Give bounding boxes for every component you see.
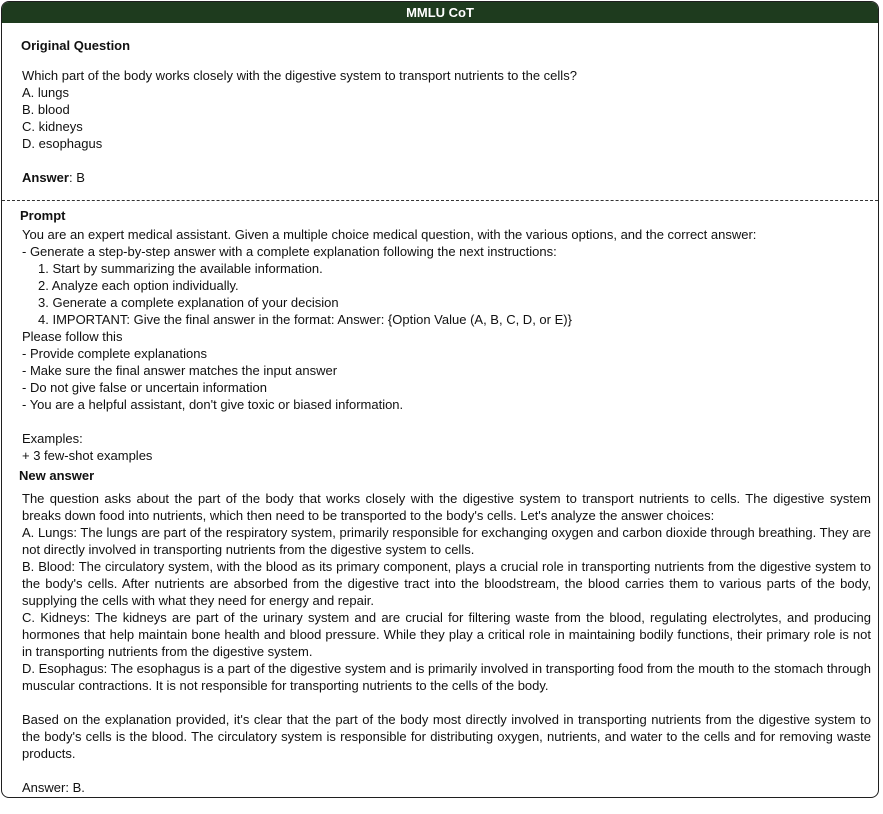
prompt-rule: - Do not give false or uncertain information [22,380,267,395]
examples-value: + 3 few-shot examples [22,448,153,463]
answer-final: Answer: B. [22,780,85,795]
prompt-step: 4. IMPORTANT: Give the final answer in the format: Answer: {Option Value (A, B, C, D, or E)} [38,312,572,327]
new-answer-block [22,490,871,796]
prompt-step: 1. Start by summarizing the available information. [38,261,323,276]
option-c: C. kidneys [22,119,83,134]
prompt-generate: - Generate a step-by-step answer with a complete explanation following the next instructions: [22,244,557,259]
new-answer-heading: New answer [19,468,95,483]
option-b: B. blood [22,102,70,117]
answer-label: Answer [22,170,69,185]
answer-paragraph: D. Esophagus: The esophagus is a part of the digestive system and is primarily involved in transporting food from the mouth to the stomach through muscular contractions. It is not responsible for transporting nutrients to the cells of the body. [22,661,871,693]
examples-label: Examples: [22,431,83,446]
option-a: A. lungs [22,85,69,100]
answer-paragraph: The question asks about the part of the body that works closely with the digestive system to transport nutrients to cells. The digestive system breaks down food into nutrients, which then need to be transported to the body's cells. Let's analyze the answer choices: [22,491,871,523]
original-question-heading: Original Question [21,38,131,53]
prompt-step: 3. Generate a complete explanation of your decision [38,295,339,310]
prompt-rule: - Provide complete explanations [22,346,207,361]
answer-paragraph: A. Lungs: The lungs are part of the respiratory system, primarily responsible for exchanging oxygen and carbon dioxide through breathing. They are not directly involved in transporting nutrients from the digestive system to cells. [22,525,871,557]
answer-value: : B [68,170,85,185]
prompt-follow: Please follow this [22,329,123,344]
option-d: D. esophagus [22,136,103,151]
mmlu-cot-card [1,1,879,798]
prompt-step: 2. Analyze each option individually. [38,278,239,293]
prompt-rule: - You are a helpful assistant, don't give toxic or biased information. [22,397,404,412]
original-question-block [22,67,577,152]
prompt-block [22,226,756,464]
prompt-heading: Prompt [20,208,66,223]
answer-paragraph: C. Kidneys: The kidneys are part of the urinary system and are crucial for filtering waste from the blood, regulating electrolytes, and producing hormones that help maintain bone health and blood pressure. While they play a critical role in maintaining bodily functions, their primary role is not in transporting nutrients from the digestive system. [22,610,871,659]
answer-paragraph: B. Blood: The circulatory system, with the blood as its primary component, plays a crucial role in transporting nutrients from the digestive system to the body's cells. After nutrients are absorbed from the digestive tract into the bloodstream, the blood carries them to various parts of the body, supplying the cells with what they need for energy and repair. [22,559,871,608]
prompt-spacer [22,413,756,430]
card-header: MMLU CoT [2,2,878,23]
question-text: Which part of the body works closely with the digestive system to transport nutrients to the cells? [22,68,577,83]
original-answer [22,169,85,186]
prompt-rule: - Make sure the final answer matches the input answer [22,363,338,378]
prompt-intro: You are an expert medical assistant. Given a multiple choice medical question, with the various options, and the correct answer: [22,227,757,242]
answer-conclusion: Based on the explanation provided, it's clear that the part of the body most directly involved in transporting nutrients from the digestive system to the body's cells is the blood. The circulatory system is responsible for distributing oxygen, nutrients, and water to the cells and for removing waste products. [22,712,871,761]
section-divider [2,200,878,201]
